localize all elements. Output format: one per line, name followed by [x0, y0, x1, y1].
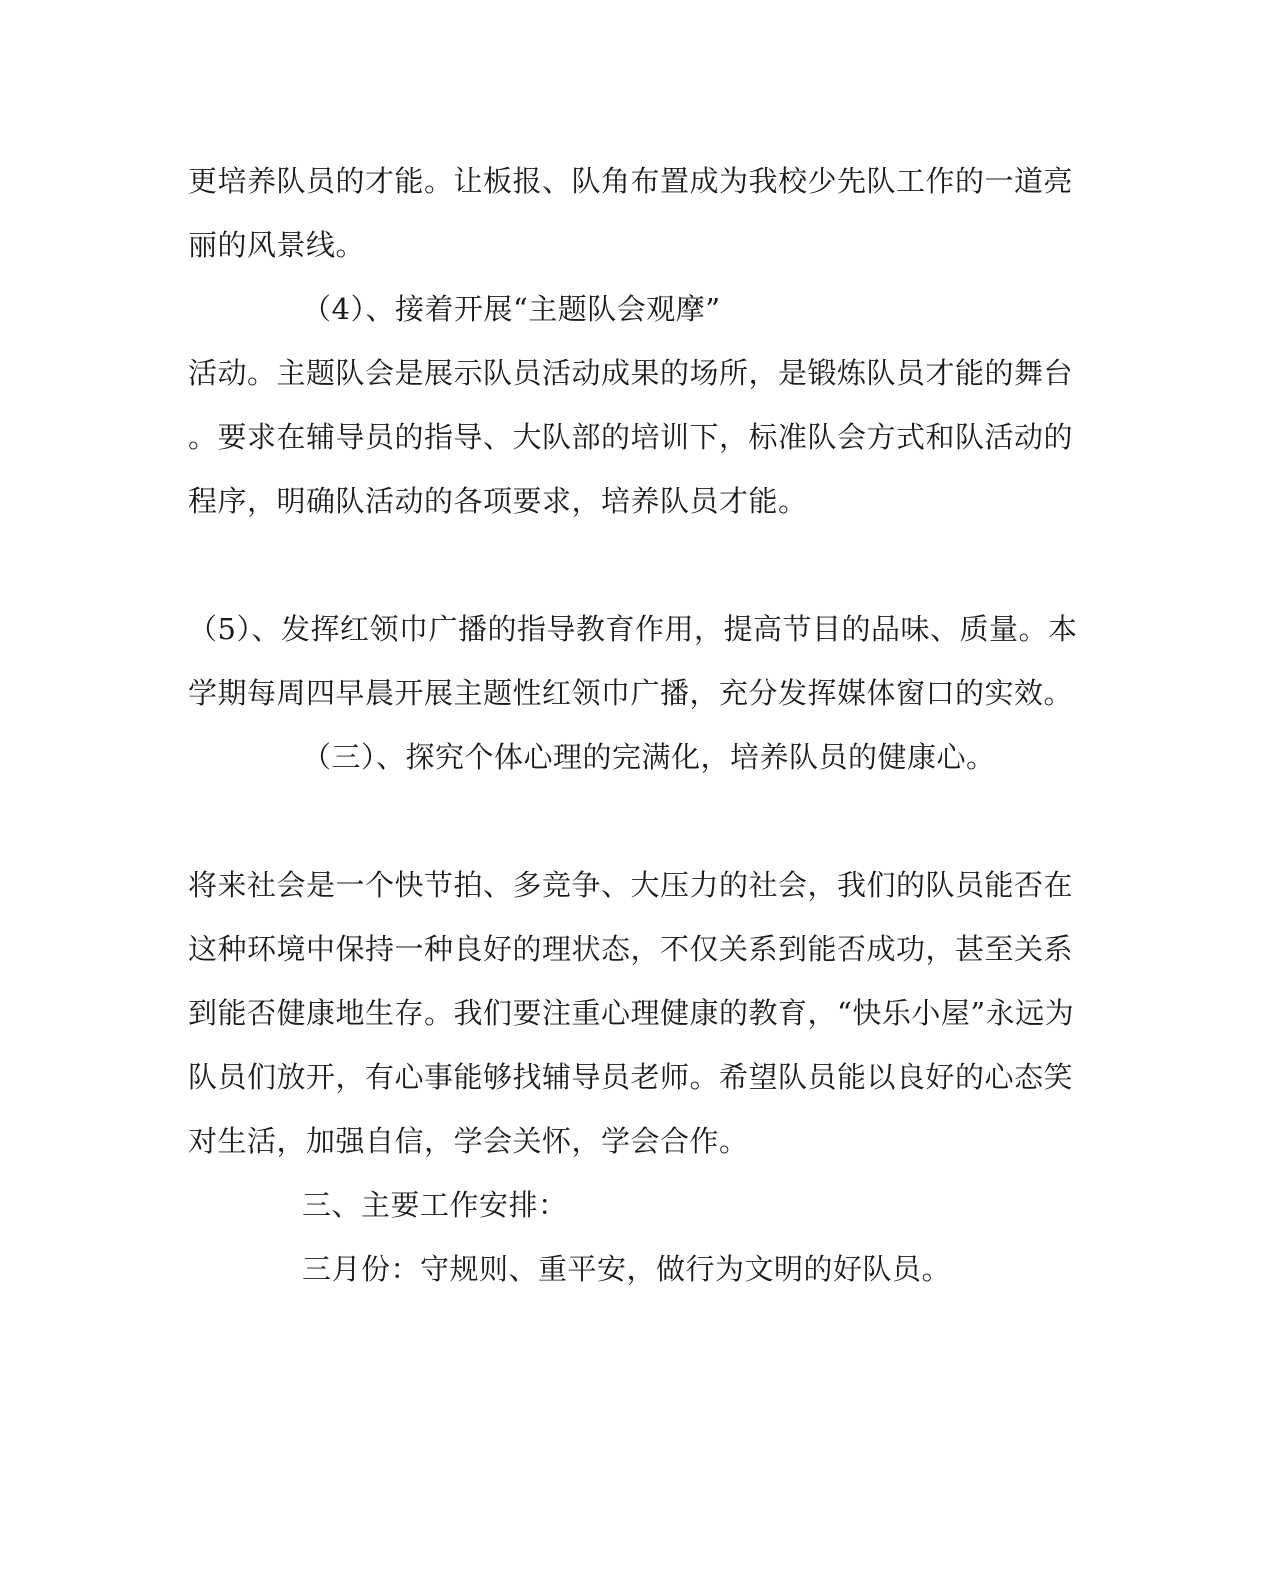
section-heading-main-arrangement: 三、主要工作安排： — [302, 1188, 568, 1222]
paragraph-line: 程序，明确队活动的各项要求，培养队员才能。 — [188, 484, 808, 518]
paragraph-line: 将来社会是一个快节拍、多竞争、大压力的社会，我们的队员能否在 — [188, 868, 1074, 902]
section-heading-5: （5）、发挥红领巾广播的指导教育作用，提高节目的品味、质量。本 — [188, 612, 1078, 646]
schedule-item-march: 三月份：守规则、重平安，做行为文明的好队员。 — [302, 1252, 952, 1286]
section-heading-4: （4）、接着开展“主题队会观摩” — [302, 292, 721, 326]
paragraph-line: 丽的风景线。 — [188, 228, 366, 262]
paragraph-line: 更培养队员的才能。让板报、队角布置成为我校少先队工作的一道亮 — [188, 164, 1074, 198]
paragraph-line: 这种环境中保持一种良好的理状态，不仅关系到能否成功，甚至关系 — [188, 932, 1074, 966]
paragraph-line: 。要求在辅导员的指导、大队部的培训下，标准队会方式和队活动的 — [188, 420, 1074, 454]
paragraph-line: 队员们放开，有心事能够找辅导员老师。希望队员能以良好的心态笑 — [188, 1060, 1074, 1094]
paragraph-line: 到能否健康地生存。我们要注重心理健康的教育，“快乐小屋”永远为 — [188, 996, 1075, 1030]
paragraph-line: 活动。主题队会是展示队员活动成果的场所，是锻炼队员才能的舞台 — [188, 356, 1074, 390]
section-heading-three: （三）、探究个体心理的完满化，培养队员的健康心。 — [302, 740, 996, 774]
paragraph-line: 学期每周四早晨开展主题性红领巾广播，充分发挥媒体窗口的实效。 — [188, 676, 1074, 710]
paragraph-line: 对生活，加强自信，学会关怀，学会合作。 — [188, 1124, 749, 1158]
